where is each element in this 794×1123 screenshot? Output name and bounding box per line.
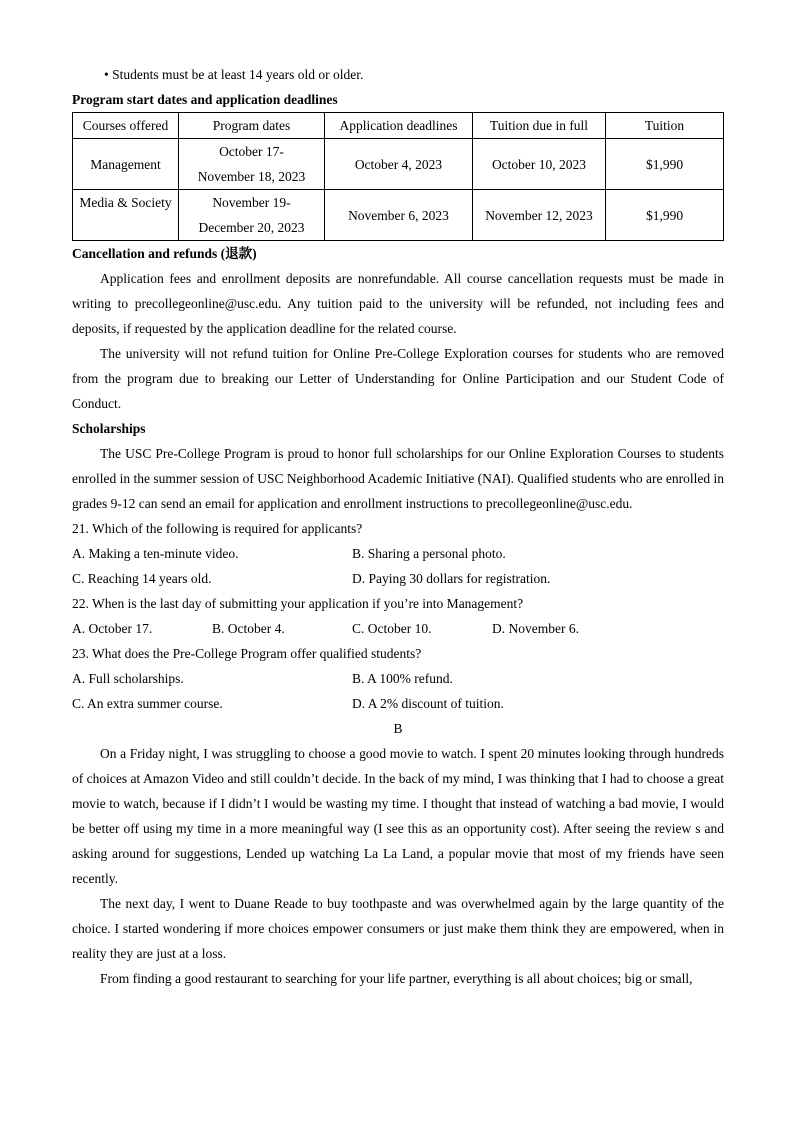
header-tuition-due: Tuition due in full — [473, 113, 606, 139]
cell-tuition: $1,990 — [606, 139, 724, 190]
cancellation-paragraph-2: The university will not refund tuition for Online Pre-College Exploration courses for students who are removed from the program due to breaking our Letter of Understanding for Online Participation and our Student Code of Conduct. — [72, 346, 724, 411]
option-a: A. October 17. — [72, 621, 153, 636]
cell-deadline: November 6, 2023 — [325, 190, 473, 241]
document-content — [72, 62, 724, 991]
table-row — [73, 139, 724, 190]
dates-start: October 17- — [219, 144, 284, 159]
header-application-deadlines: Application deadlines — [325, 113, 473, 139]
option-d: D. Paying 30 dollars for registration. — [352, 571, 551, 586]
option-a: A. Full scholarships. — [72, 671, 184, 686]
option-b: B. A 100% refund. — [352, 671, 453, 686]
option-d: D. A 2% discount of tuition. — [352, 696, 504, 711]
dates-start: November 19- — [212, 195, 291, 210]
option-c: C. Reaching 14 years old. — [72, 571, 212, 586]
dates-end: November 18, 2023 — [197, 169, 306, 184]
header-tuition: Tuition — [606, 113, 724, 139]
question-23-options-cd — [72, 691, 724, 716]
passage-b-paragraph-2: The next day, I went to Duane Reade to buy toothpaste and was overwhelmed again by the large quantity of the choice. I started wondering if more choices empower consumers or just make them think they are empowered, when in reality they are just at a loss. — [72, 896, 724, 961]
requirement-text: Students must be at least 14 years old or older. — [112, 67, 364, 82]
requirement-bullet: • Students must be at least 14 years old or older. — [104, 67, 364, 82]
option-a: A. Making a ten-minute video. — [72, 546, 239, 561]
question-21-options-ab — [72, 541, 724, 566]
option-c: C. October 10. — [352, 621, 432, 636]
question-22-options — [72, 616, 724, 641]
passage-b-paragraph-1: On a Friday night, I was struggling to choose a good movie to watch. I spent 20 minutes looking through hundreds of choices at Amazon Video and still couldn’t decide. In the back of my mind, I was thinking that I had to choose a great movie to watch, because if I didn’t I would be wasting my time. I thought that instead of watching a bad movie, I would be better off using my time in a more meaningful way (I see this as an opportunity cost). After seeing the review s and asking around for suggestions, Lended up watching La La Land, a popular movie that most of my friends have seen recently. — [72, 746, 724, 886]
table-header-row — [73, 113, 724, 139]
cell-program-dates — [179, 139, 325, 190]
cell-deadline: October 4, 2023 — [325, 139, 473, 190]
question-23-options-ab — [72, 666, 724, 691]
header-courses: Courses offered — [73, 113, 179, 139]
option-b: B. Sharing a personal photo. — [352, 546, 506, 561]
option-c: C. An extra summer course. — [72, 696, 223, 711]
question-21: 21. Which of the following is required for applicants? — [72, 521, 363, 536]
cell-due: October 10, 2023 — [473, 139, 606, 190]
header-program-dates: Program dates — [179, 113, 325, 139]
question-23: 23. What does the Pre-College Program offer qualified students? — [72, 646, 422, 661]
option-d: D. November 6. — [492, 621, 579, 636]
cancellation-paragraph-1: Application fees and enrollment deposits are nonrefundable. All course cancellation requests must be made in writing to precollegeonline@usc.edu. Any tuition paid to the university will be refunded, not including fees and deposits, if requested by the application deadline for the related course. — [72, 271, 724, 336]
program-dates-table — [72, 112, 724, 241]
cell-program-dates — [179, 190, 325, 241]
cancellation-heading: Cancellation and refunds (退款) — [72, 246, 257, 261]
scholarships-paragraph: The USC Pre-College Program is proud to honor full scholarships for our Online Exploration Courses to students enrolled in the summer session of USC Neighborhood Academic Initiative (NAI). Qualified students who are enrolled in grades 9-12 can send an email for application and enrollment instructions to precollegeonline@usc.edu. — [72, 446, 724, 511]
question-21-options-cd — [72, 566, 724, 591]
table-row — [73, 190, 724, 241]
dates-end: December 20, 2023 — [198, 220, 305, 235]
cell-tuition: $1,990 — [606, 190, 724, 241]
scholarships-heading: Scholarships — [72, 421, 146, 436]
cell-due: November 12, 2023 — [473, 190, 606, 241]
section-b-label: B — [393, 721, 403, 736]
question-22: 22. When is the last day of submitting your application if you’re into Management? — [72, 596, 524, 611]
cell-course: Media & Society — [73, 190, 179, 241]
table-heading: Program start dates and application deadlines — [72, 92, 338, 107]
option-b: B. October 4. — [212, 621, 285, 636]
passage-b-paragraph-3: From finding a good restaurant to searching for your life partner, everything is all about choices; big or small, — [100, 971, 693, 986]
cell-course: Management — [73, 139, 179, 190]
